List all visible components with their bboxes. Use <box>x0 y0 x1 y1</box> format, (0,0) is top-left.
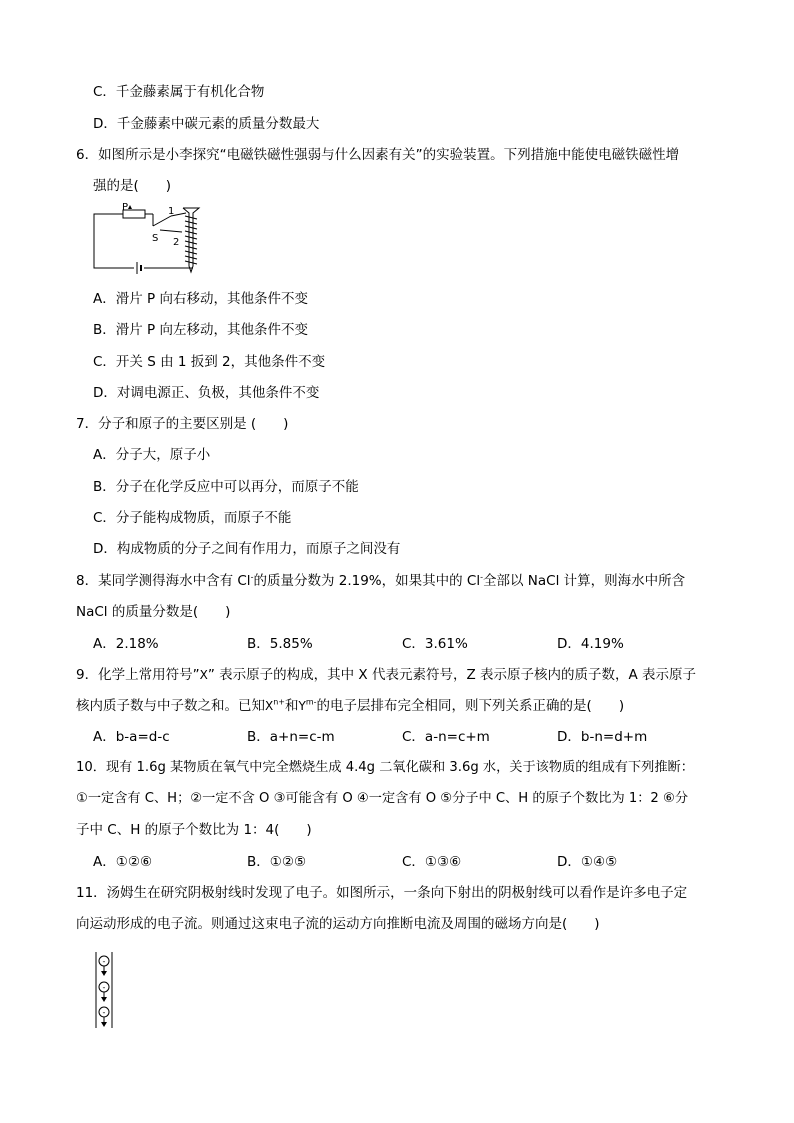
switch-label-s: S <box>152 233 159 244</box>
q8-option-c: C．3.61% <box>402 636 468 652</box>
q9-stem-line1: 9．化学上常用符号”X” 表示原子的构成，其中 X 代表元素符号，Z 表示原子核内的质子数，A 表示原子 <box>76 667 697 683</box>
q6-stem-line1: 6．如图所示是小李探究“电磁铁磁性强弱与什么因素有关”的实验装置。下列措施中能使电磁铁磁性增 <box>76 147 680 163</box>
q9-option-b: B．a+n=c-m <box>247 729 335 745</box>
q10-option-b: B．①②⑤ <box>247 854 307 870</box>
isotope-symbol: X <box>199 668 208 682</box>
q10-stem-line2: ①一定含有 C、H；②一定不含 O ③可能含有 O ④一定含有 O ⑤分子中 C、H 的原子个数比为 1：2 ⑥分 <box>76 791 689 806</box>
q8-option-b: B．5.85% <box>247 636 313 652</box>
prev-option-d: D．千金藤素中碳元素的质量分数最大 <box>93 116 320 132</box>
q8-stem-line1: 8．某同学测得海水中含有 Cl-的质量分数为 2.19%，如果其中的 Cl-全部以 NaCl 计算，则海水中所含 <box>76 572 686 589</box>
prev-option-c: C．千金藤素属于有机化合物 <box>93 84 265 100</box>
contact-label-2: 2 <box>173 237 180 248</box>
electromagnet-circuit-diagram <box>90 202 210 277</box>
q6-option-a: A．滑片 P 向右移动，其他条件不变 <box>93 291 308 307</box>
q11-stem-line2: 向运动形成的电子流。则通过这束电子流的运动方向推断电流及周围的磁场方向是( ) <box>76 916 600 932</box>
q6-option-c: C．开关 S 由 1 扳到 2，其他条件不变 <box>93 354 326 370</box>
q10-option-a: A．①②⑥ <box>93 854 153 870</box>
electron-charge-1: - <box>102 957 106 966</box>
q6-option-d: D．对调电源正、负极，其他条件不变 <box>93 385 320 401</box>
q11-stem-line1: 11．汤姆生在研究阴极射线时发现了电子。如图所示，一条向下射出的阴极射线可以看作是许多电子定 <box>76 885 688 901</box>
electron-charge-2: - <box>102 983 106 992</box>
rheostat-label-p: P <box>122 202 129 213</box>
contact-label-1: 1 <box>168 206 175 217</box>
q6-option-b: B．滑片 P 向左移动，其他条件不变 <box>93 322 308 338</box>
electron-beam-diagram <box>92 952 116 1030</box>
q7-option-c: C．分子能构成物质，而原子不能 <box>93 510 292 526</box>
q10-option-d: D．①④⑤ <box>557 854 618 870</box>
electron-charge-3: - <box>102 1008 106 1017</box>
q7-stem: 7．分子和原子的主要区别是 ( ) <box>76 416 289 432</box>
q9-option-a: A．b-a=d-c <box>93 729 170 745</box>
q7-option-b: B．分子在化学反应中可以再分，而原子不能 <box>93 479 359 495</box>
q8-stem-line2: NaCl 的质量分数是( ) <box>76 604 231 620</box>
q10-stem-line3: 子中 C、H 的原子个数比为 1：4( ) <box>76 822 312 838</box>
q9-option-c: C．a-n=c+m <box>402 729 490 745</box>
q10-options <box>0 852 794 872</box>
q7-option-a: A．分子大，原子小 <box>93 447 211 463</box>
q9-option-d: D．b-n=d+m <box>557 729 648 745</box>
q8-option-d: D．4.19% <box>557 636 624 652</box>
q8-options <box>0 634 794 654</box>
q8-option-a: A．2.18% <box>93 636 159 652</box>
q6-stem-line2: 强的是( ) <box>93 178 172 194</box>
q10-option-c: C．①③⑥ <box>402 854 462 870</box>
q7-option-d: D．构成物质的分子之间有作用力，而原子之间没有 <box>93 541 401 557</box>
q10-stem-line1: 10．现有 1.6g 某物质在氧气中完全燃烧生成 4.4g 二氧化碳和 3.6g 水，关于该物质的组成有下列推断： <box>76 760 694 775</box>
q9-stem-line2: 核内质子数与中子数之和。已知$X^{n+}$和$Y^{m-}$的电子层排布完全相同，则下列关系正确的是( ) <box>76 697 625 714</box>
q9-options <box>0 727 794 747</box>
